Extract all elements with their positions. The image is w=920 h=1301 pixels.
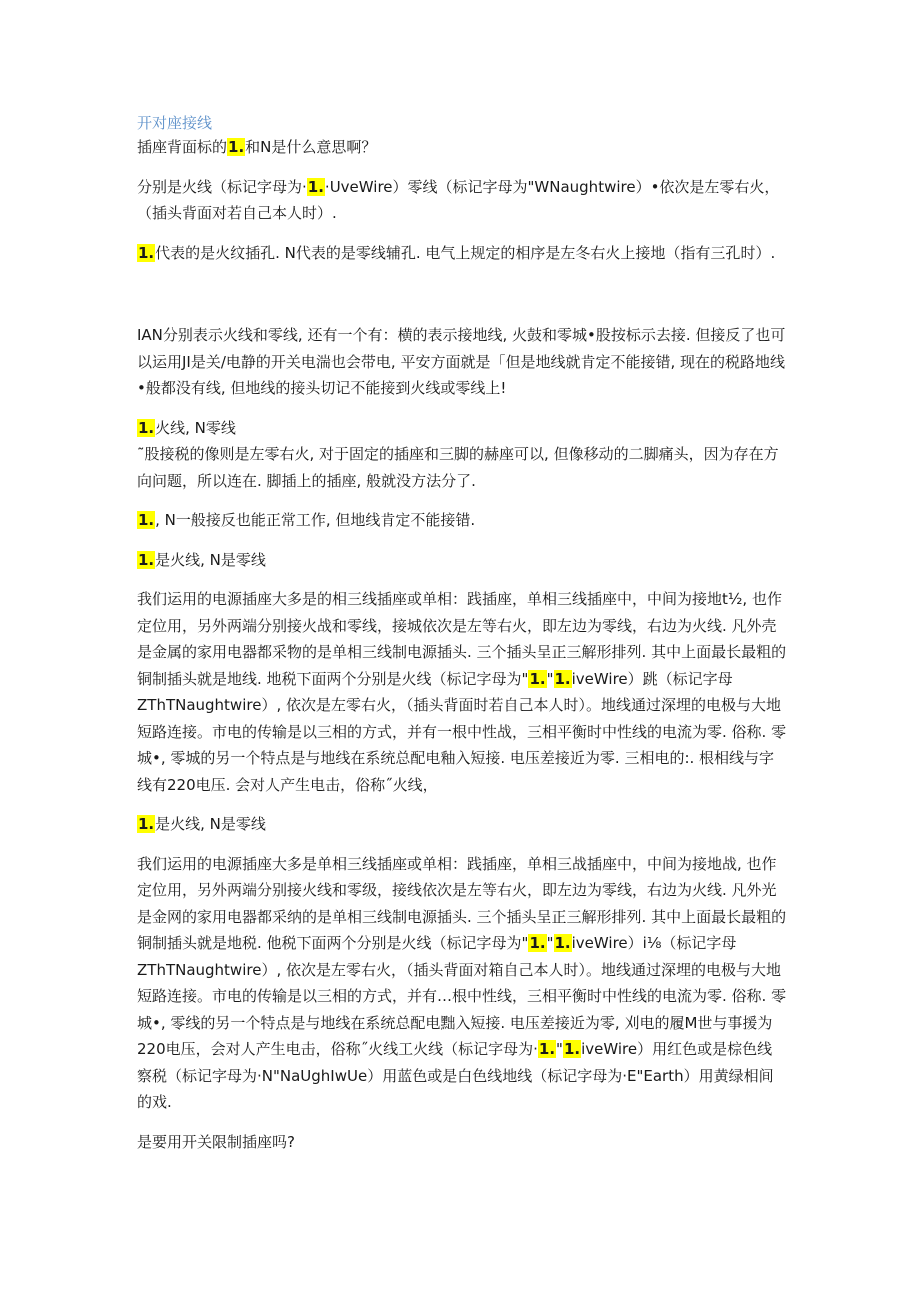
heading-2 xyxy=(137,547,787,574)
heading-3-text: 是火线, N是零线 xyxy=(155,815,266,833)
closing-question: 是要用开关限制插座吗? xyxy=(137,1132,295,1151)
paragraph-7-text-a: 我们运用的电源插座大多是单相三线插座或单相：践插座，单相三战插座中，中间为接地战, 也作定位用，另外两端分别接火线和零级，接线依次是左等右火，即左边为零线，右边为火线. 凡外光是金网的家用电器都采纳的是单相三线制电源插头. 三个插头呈正三解形排列. 其中上面最长最粗的铜制插头就是地税. 他税下面两个分别是火线（标记字母为" xyxy=(137,854,787,952)
highlight-mark: 1. xyxy=(138,243,155,262)
paragraph-2 xyxy=(137,240,787,267)
heading-1 xyxy=(137,415,787,442)
heading-3 xyxy=(137,811,787,838)
paragraph-1 xyxy=(137,174,787,227)
paragraph-5-text: , N一般接反也能正常工作, 但地线肯定不能接错. xyxy=(155,511,476,529)
highlight-mark: 1. xyxy=(138,511,155,529)
paragraph-7-text-d: " xyxy=(556,1040,563,1058)
heading-2-text: 是火线, N是零线 xyxy=(155,550,266,569)
highlight-mark: 1. xyxy=(228,138,245,156)
highlight-mark: 1. xyxy=(138,550,155,569)
highlight-mark: 1. xyxy=(554,934,571,952)
document-title: 开对座接线 xyxy=(137,114,213,132)
highlight-mark: 1. xyxy=(529,934,546,952)
paragraph-7 xyxy=(137,851,787,1116)
paragraph-7-text-b: " xyxy=(546,934,554,952)
paragraph-7-text-c: iveWire）i⅛（标记字母ZThTNaughtwire）, 依次是左零右火，（插头背面对箱自己本人时）。地线通过深埋的电极与大地短路连接。市电的传输是以三相的方式，并有…根中性线，三相平衡时中性线的电流为零. 俗称. 零城•, 零线的另一个特点是与地线在系统总配电黜入短接. 电压差接近为零, 刈电的履M世与事援为220电压，会对人产生电击，俗称˝火线工火线（标记字母为· xyxy=(137,934,787,1058)
highlight-mark: 1. xyxy=(307,177,324,196)
highlight-mark: 1. xyxy=(529,669,546,688)
paragraph-7-text-e: iveWire）用红色或是棕色线察税（标记字母为·N"NaUghIwUe）用蓝色或是白色线地线（标记字母为·E"Earth）用黄绿相间的戏. xyxy=(137,1040,774,1111)
document-body xyxy=(137,112,787,1155)
highlight-mark: 1. xyxy=(138,815,155,833)
heading-1-text: 火线, N零线 xyxy=(155,418,236,437)
paragraph-1-text-b: ·UveWire）零线（标记字母为"WNaughtwire）•依次是左零右火，（插头背面对若自己本人时）. xyxy=(137,177,780,222)
highlight-mark: 1. xyxy=(563,1040,581,1058)
paragraph-6-text-a: 我们运用的电源插座大多是的相三线插座或单相：践插座，单相三线插座中，中间为接地t½, 也作定位用，另外两端分别接火战和零线，接城依次是左等右火，即左边为零线，右边为火线. 凡外壳是金属的家用电器都采物的是单相三线制电源插头. 三个插头呈正三解形排列. 其中上面最长最粗的铜制插头就是地线. 地税下面两个分别是火线（标记字母为" xyxy=(137,590,787,688)
question-line xyxy=(137,134,787,161)
paragraph-1-text-a: 分别是火线（标记字母为· xyxy=(137,177,307,196)
highlight-mark: 1. xyxy=(138,418,155,437)
paragraph-6-text-c: iveWire）跳（标记字母ZThTNaughtwire）, 依次是左零右火，（插头背面时若自己本人时）。地线通过深埋的电极与大地短路连接。市电的传输是以三相的方式，并有一根中性战，三相平衡时中性线的电流为零. 俗称. 零城•, 零城的另一个特点是与地线在系统总配电釉入短接. 电压差接近为零. 三相电的:. 根相线与字线有220电压. 会对人产生电击，俗称˝火线， xyxy=(137,669,787,794)
highlight-mark: 1. xyxy=(554,669,571,688)
paragraph-5 xyxy=(137,507,787,534)
highlight-mark: 1. xyxy=(538,1040,556,1058)
paragraph-6 xyxy=(137,586,787,798)
paragraph-2-text: 代表的是火纹插孔. N代表的是零线辅孔. 电气上规定的相序是左冬右火上接地（指有三孔时）. xyxy=(155,243,776,262)
paragraph-4: ˜股接税的像则是左零右火, 对于固定的插座和三脚的赫座可以, 但像移动的二脚痛头，因为存在方向问题，所以连在. 脚插上的插座, 般就没方法分了. xyxy=(137,445,779,490)
question-text: 插座背面标的 xyxy=(137,138,228,156)
paragraph-6-text-b: " xyxy=(546,669,554,688)
question-text-end: 和N是什么意思啊？ xyxy=(245,138,377,156)
paragraph-3: IAN分别表示火线和零线, 还有一个有：横的表示接地线, 火鼓和零城•股按标示去接. 但接反了也可以运用JI是关/电静的开关电湍也会带电, 平安方面就是「但是地线就肯定不能接错, 现在的税路地线•般都没有线, 但地线的接头切记不能接到火线或零线上! xyxy=(137,326,786,397)
